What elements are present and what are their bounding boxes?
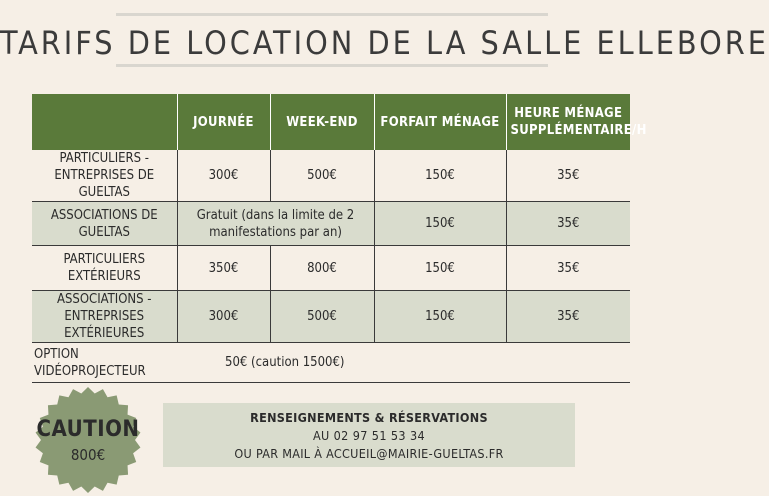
info-email: OU PAR MAIL À ACCUEIL@MAIRIE-GUELTAS.FR — [234, 446, 504, 461]
option-value: 50€ (caution 1500€) — [177, 343, 630, 383]
table-row — [32, 150, 630, 202]
price-weekend: 800€ — [270, 246, 374, 291]
page-title: TARIFS DE LOCATION DE LA SALLE ELLEBORE — [0, 24, 769, 62]
option-label: OPTION VIDÉOPROJECTEUR — [32, 343, 177, 383]
table-header-row — [32, 94, 630, 150]
price-forfait: 150€ — [374, 291, 506, 343]
title-rule-bottom — [116, 64, 548, 67]
info-phone: AU 02 97 51 53 34 — [312, 428, 426, 443]
caution-badge — [34, 386, 142, 494]
table-row — [32, 246, 630, 291]
row-label: ASSOCIATIONS - ENTREPRISES EXTÉRIEURES — [32, 291, 177, 343]
info-heading: RENSEIGNEMENTS & RÉSERVATIONS — [250, 410, 488, 425]
price-heure: 35€ — [506, 150, 630, 202]
rates-table — [32, 94, 647, 383]
price-forfait: 150€ — [374, 202, 506, 246]
header-empty — [32, 94, 177, 150]
price-journee: 300€ — [177, 291, 270, 343]
header-forfait-menage: FORFAIT MÉNAGE — [374, 94, 506, 150]
table-row-option — [32, 343, 630, 383]
price-journee: 350€ — [177, 246, 270, 291]
table-row — [32, 291, 630, 343]
price-heure: 35€ — [506, 246, 630, 291]
price-journee: 300€ — [177, 150, 270, 202]
table-row — [32, 202, 630, 246]
row-label: ASSOCIATIONS DE GUELTAS — [32, 202, 177, 246]
header-heure-menage: HEURE MÉNAGE SUPPLÉMENTAIRE/H — [506, 94, 630, 150]
header-weekend: WEEK-END — [270, 94, 374, 150]
caution-label: CAUTION — [36, 417, 140, 442]
price-forfait: 150€ — [374, 246, 506, 291]
price-forfait: 150€ — [374, 150, 506, 202]
price-heure: 35€ — [506, 291, 630, 343]
header-journee: JOURNÉE — [177, 94, 270, 150]
price-weekend: 500€ — [270, 291, 374, 343]
row-label: PARTICULIERS - ENTREPRISES DE GUELTAS — [32, 150, 177, 202]
info-box — [163, 403, 575, 467]
free-note: Gratuit (dans la limite de 2 manifestations par an) — [177, 202, 374, 246]
caution-amount: 800€ — [70, 446, 106, 464]
row-label: PARTICULIERS EXTÉRIEURS — [32, 246, 177, 291]
price-heure: 35€ — [506, 202, 630, 246]
price-weekend: 500€ — [270, 150, 374, 202]
title-rule-top — [116, 13, 548, 16]
